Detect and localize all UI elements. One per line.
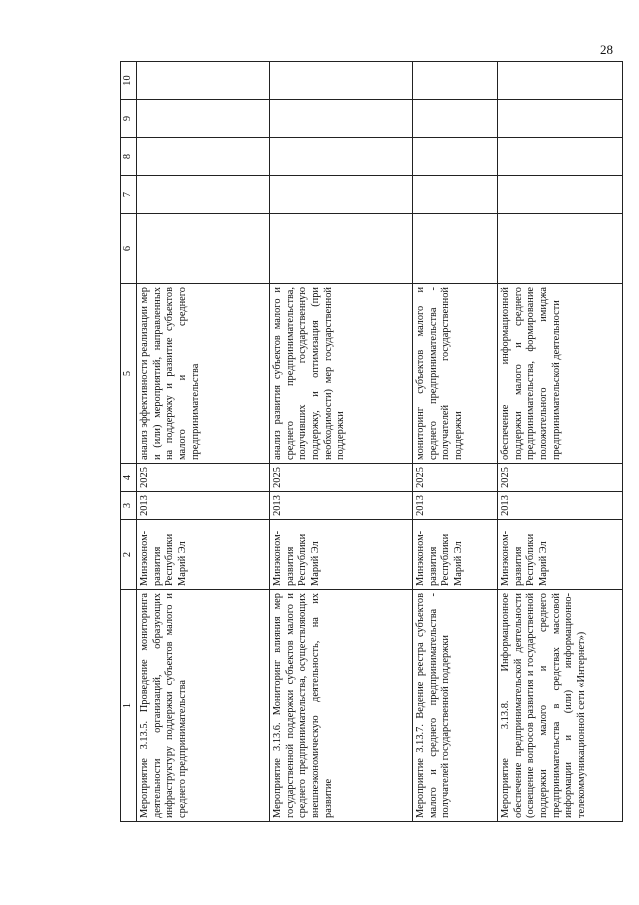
empty-cell [137,176,270,214]
start-year-cell: 2013 [413,492,498,520]
empty-cell [137,214,270,284]
end-year-cell: 2025 [413,464,498,492]
end-year-cell: 2025 [498,464,623,492]
result-cell: анализ эффективности реализации мер и (или) мероприятий, направленных на поддержку и развитие субъектов малого и среднего предпринимательства [137,284,270,464]
measure-cell: Мероприятие 3.13.8. Информационное обеспечение предпринимательской деятельности (освещение вопросов развития и государственной поддержки малого и среднего предпринимательства в средствах массовой информации и (или) информационно-телекоммуникационной сети «Интернет») [498,590,623,822]
col-header-1: 1 [121,590,137,822]
start-year-cell: 2013 [137,492,270,520]
executor-cell: Минэконом-развития Республики Марий Эл [413,520,498,590]
col-header-6: 6 [121,214,137,284]
table-row [413,62,498,822]
empty-cell [498,62,623,100]
table-wrap [120,62,588,822]
col-header-8: 8 [121,138,137,176]
measure-cell: Мероприятие 3.13.5. Проведение мониторинга деятельности организаций, образующих инфраструктуру поддержки субъектов малого и среднего предпринимательства [137,590,270,822]
executor-cell: Минэконом-развития Республики Марий Эл [498,520,623,590]
empty-cell [498,138,623,176]
result-cell: мониторинг субъектов малого и среднего предпринимательства - получателей государственной поддержки [413,284,498,464]
col-header-4: 4 [121,464,137,492]
col-header-2: 2 [121,520,137,590]
empty-cell [413,138,498,176]
result-cell: обеспечение информационной поддержки малого и среднего предпринимательства, формирование положительного имиджа предпринимательской деятельности [498,284,623,464]
empty-cell [413,176,498,214]
measure-cell: Мероприятие 3.13.7. Ведение реестра субъектов малого и среднего предпринимательства - получателей государственной поддержки [413,590,498,822]
col-header-10: 10 [121,62,137,100]
empty-cell [270,62,413,100]
col-header-9: 9 [121,100,137,138]
end-year-cell: 2025 [270,464,413,492]
header-row [121,62,137,822]
table-row [270,62,413,822]
empty-cell [270,100,413,138]
empty-cell [270,176,413,214]
empty-cell [270,138,413,176]
page-number: 28 [600,42,613,57]
empty-cell [137,138,270,176]
empty-cell [137,100,270,138]
result-cell: анализ развития субъектов малого и среднего предпринимательства, получивших государственную поддержку, и оптимизация (при необходимости) мер государственной поддержки [270,284,413,464]
empty-cell [498,176,623,214]
measures-table [120,61,623,822]
measure-cell: Мероприятие 3.13.6. Мониторинг влияния мер государственной поддержки субъектов малого и среднего предпринимательства, осуществляющих внешнеэкономическую деятельность, на их развитие [270,590,413,822]
start-year-cell: 2013 [270,492,413,520]
empty-cell [498,214,623,284]
start-year-cell: 2013 [498,492,623,520]
empty-cell [413,100,498,138]
empty-cell [137,62,270,100]
table-row [498,62,623,822]
empty-cell [413,214,498,284]
end-year-cell: 2025 [137,464,270,492]
col-header-5: 5 [121,284,137,464]
table-row [137,62,270,822]
executor-cell: Минэконом-развития Республики Марий Эл [137,520,270,590]
empty-cell [498,100,623,138]
empty-cell [270,214,413,284]
col-header-7: 7 [121,176,137,214]
executor-cell: Минэконом-развития Республики Марий Эл [270,520,413,590]
col-header-3: 3 [121,492,137,520]
empty-cell [413,62,498,100]
